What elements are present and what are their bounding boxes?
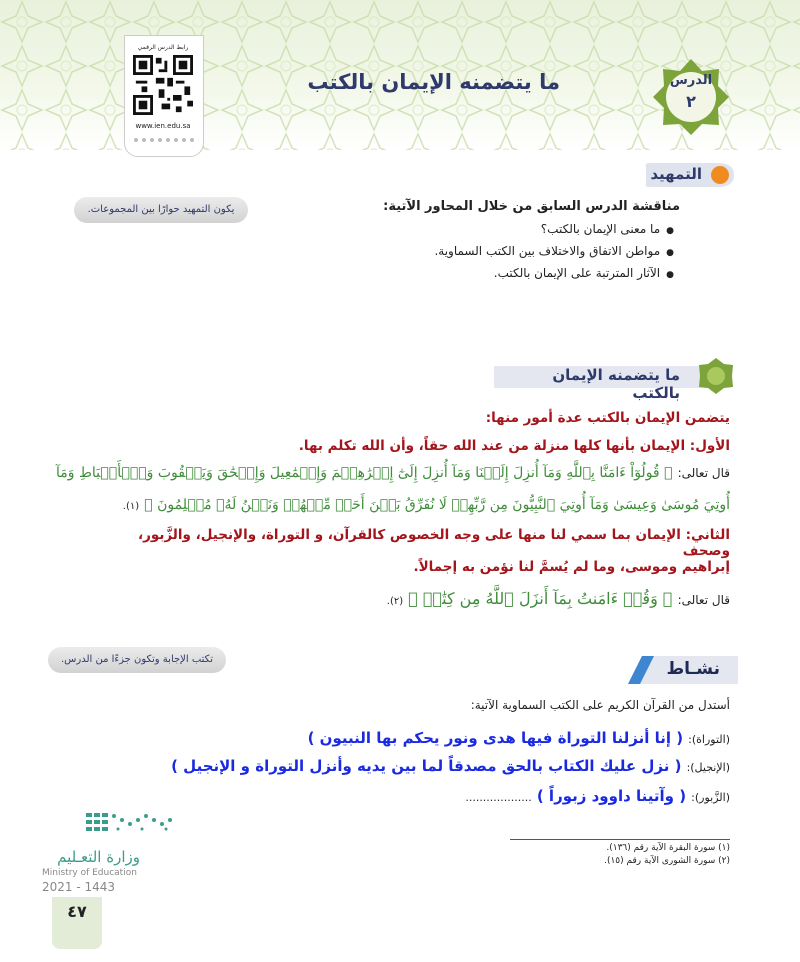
qr-url[interactable]: www.ien.edu.sa — [135, 122, 191, 130]
verse1-line2 — [70, 494, 730, 513]
list-item: ● ما معنى الإيمان بالكتب؟ — [300, 222, 674, 244]
verse2-line — [250, 589, 730, 608]
verse2-ref: (٢). — [386, 596, 404, 607]
list-item: ● الآثار المترتبة على الإيمان بالكتب. — [300, 266, 674, 288]
ministry-logo-icon — [80, 811, 180, 837]
ministry-name-en: Ministry of Education — [42, 868, 137, 878]
side-note-intro: يكون التمهيد حوارًا بين المجموعات. — [74, 197, 248, 223]
list-item: ● مواطن الاتفاق والاختلاف بين الكتب السماوية. — [300, 244, 674, 266]
second-point-line2: إبراهيم وموسى، وما لم يُسمَّ لنا نؤمن به إجمالاً. — [413, 559, 730, 575]
intro-heading: مناقشة الدرس السابق من خلال المحاور الآتية: — [383, 199, 680, 214]
activity-row-label: (الزَّبور): — [691, 791, 730, 804]
activity-row-label: (التوراة): — [688, 733, 730, 746]
verse1-text-2: أُوتِيَ مُوسَىٰ وَعِيسَىٰ وَمَآ أُوتِيَ ٱلنَّبِيُّونَ مِن رَّبِّهِمۡ لَا نُفَرِّقُ بَيۡنَ أَحَدٖ مِّنۡهُمۡ وَنَحۡنُ لَهُۥ مُسۡلِمُونَ ﴾ — [144, 497, 730, 513]
verse2-prefix: قال تعالى: — [677, 593, 730, 607]
footnote-divider — [510, 839, 730, 840]
activity-row-torah — [40, 728, 730, 747]
footnote-1: (١) سورة البقرة الآية رقم (١٣٦). — [606, 843, 730, 853]
verse2-text: ﴿ وَقُلۡ ءَامَنتُ بِمَآ أَنزَلَ ٱللَّهُ مِن كِتَٰبٖ ﴾ — [408, 589, 673, 608]
verse1-prefix: قال تعالى: — [677, 466, 730, 480]
activity-answer[interactable]: ( إنا أنزلنا التوراة فيها هدى ونور يحكم بها النبيون ) — [307, 729, 684, 747]
edition-year: 2021 - 1443 — [42, 880, 116, 894]
activity-label: نشـاط — [666, 659, 720, 679]
section-title: ما يتضمنه الإيمان بالكتب — [552, 366, 680, 402]
lesson-label: الدرس — [669, 73, 713, 88]
answer-dots: ................... — [465, 791, 532, 804]
second-point-line1: الثاني: الإيمان بما سمي لنا منها على وجه الخصوص كالقرآن، و التوراة، والإنجيل، والزَّبور، وصحف — [137, 527, 730, 559]
activity-row-label: (الإنجيل): — [686, 761, 730, 774]
lesson-number: ٢ — [686, 92, 696, 111]
activity-prompt: أستدل من القرآن الكريم على الكتب السماوية الآتية: — [470, 698, 730, 712]
verse1-text-1: ﴿ قُولُوٓاْ ءَامَنَّا بِٱللَّهِ وَمَآ أُنزِلَ إِلَيۡنَا وَمَآ أُنزِلَ إِلَىٰٓ إِبۡرَٰهِـۧمَ وَإِسۡمَٰعِيلَ وَإِسۡحَٰقَ وَيَعۡقُوبَ وَٱلۡأَسۡبَاطِ وَمَآ — [55, 465, 673, 481]
intro-bullet-list — [300, 222, 674, 288]
verse1-line1 — [55, 462, 730, 481]
page-number: ٤٧ — [67, 902, 87, 921]
section-intro-line: يتضمن الإيمان بالكتب عدة أمور منها: — [485, 410, 730, 426]
ministry-name-ar: وزارة التعـليم — [57, 848, 140, 866]
activity-row-injeel — [20, 756, 730, 775]
activity-answer[interactable]: ( نزل عليك الكتاب بالحق مصدقاً لما بين يديه وأنزل التوراة و الإنجيل ) — [171, 757, 682, 775]
verse1-ref: (١). — [122, 501, 140, 512]
page-title: ما يتضمنه الإيمان بالكتب — [307, 70, 560, 94]
side-note-activity: تكتب الإجابة وتكون جزءًا من الدرس. — [48, 647, 226, 673]
activity-row-zabur — [200, 786, 730, 805]
first-point: الأول: الإيمان بأنها كلها منزلة من عند الله حقاً، وأن الله تكلم بها. — [298, 438, 730, 454]
qr-code-icon[interactable] — [133, 55, 193, 115]
intro-label: التمهيد — [650, 165, 702, 183]
footnote-2: (٢) سورة الشورى الآية رقم (١٥). — [604, 856, 730, 866]
decorative-dots — [132, 136, 194, 144]
activity-answer[interactable]: ( وآتينا داوود زبوراً ) — [536, 787, 687, 805]
qr-caption: رابط الدرس الرقمي — [137, 44, 189, 51]
